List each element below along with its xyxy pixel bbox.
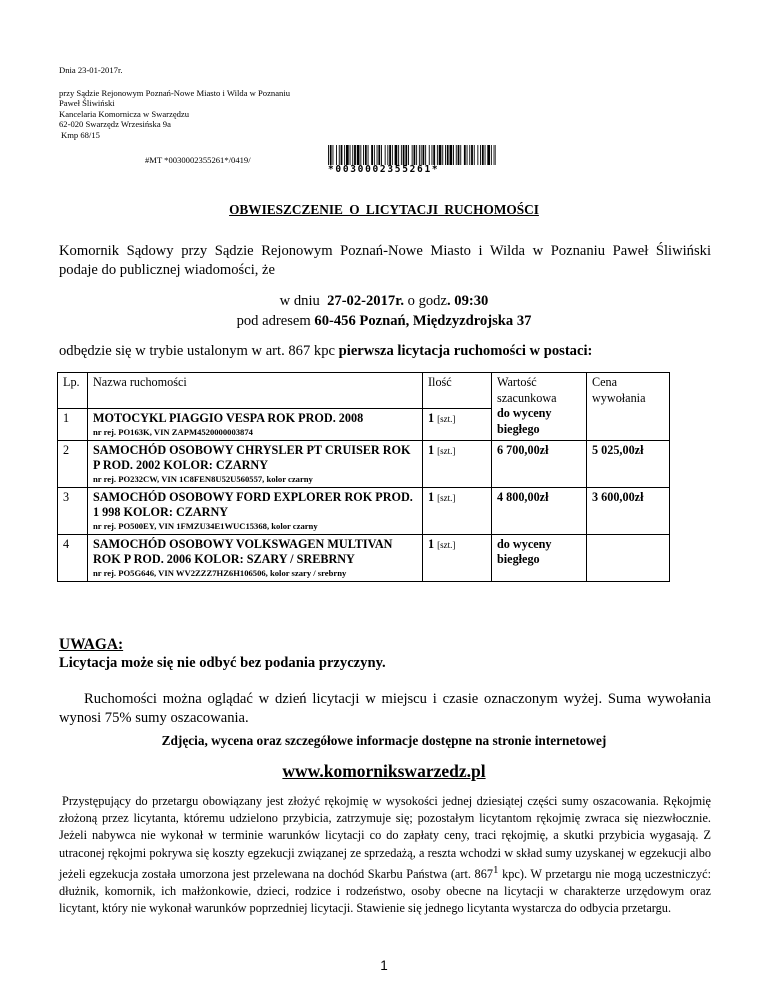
row-1-qty: 1: [428, 411, 435, 425]
row-1-name: MOTOCYKL PIAGGIO VESPA ROK PROD. 2008: [93, 411, 364, 425]
mode-bold: pierwsza licytacja ruchomości w postaci:: [338, 343, 593, 359]
mode-text: odbędzie się w trybie ustalonym w art. 867 kpc: [59, 343, 335, 359]
deposit-text-2: kpc). W przetargu nie mogą uczestniczyć: dłużnik, komornik, ich małżonkowie, dzieci, rodzice i rodzeństwo, osoby obecne na licytacji w charakterze urzędowym oraz licytant, który nie wykonał warunków poprzedniej licytacji. Stawienie się jednego licytanta wystarcza do odbycia przetargu.: [59, 866, 712, 916]
page-number: 1: [380, 958, 388, 973]
sender-office: Kancelaria Komornicza w Swarzędzu: [59, 108, 190, 119]
address-prefix: pod adresem: [236, 312, 311, 329]
auction-mode: [59, 343, 592, 360]
row-2-sub: nr rej. PO232CW, VIN 1C8FEN8U52U560557, kolor czarny: [93, 473, 313, 484]
row-4-lp: 4: [58, 534, 88, 581]
row-2-name-cell: [88, 440, 423, 487]
row-1-qty-cell: [423, 409, 492, 441]
viewing-paragraph: Ruchomości można oglądać w dzień licytacji w miejscu i czasie oznaczonym wyżej. Suma wywołania wynosi 75% sumy oszacowania.: [59, 691, 711, 726]
sender-name: Paweł Śliwiński: [59, 98, 115, 109]
sender-court: przy Sądzie Rejonowym Poznań-Nowe Miasto i Wilda w Poznaniu: [59, 88, 291, 98]
row-3-lp: 3: [58, 487, 88, 534]
auction-date-line: [0, 292, 768, 312]
row-2-unit: [szt.]: [437, 445, 456, 456]
page-title: OBWIESZCZENIE O LICYTACJI RUCHOMOŚCI: [229, 202, 539, 217]
row-4-unit: [szt.]: [437, 539, 456, 550]
row-4-name: SAMOCHÓD OSOBOWY VOLKSWAGEN MULTIVAN ROK P ROD. 2006 KOLOR: SZARY / SREBRNY: [93, 536, 393, 566]
header-qty: Ilość: [423, 373, 492, 409]
deposit-text-1: Przystępujący do przetargu obowiązany jest złożyć rękojmię w wysokości jednej dziesiątej części sumy oszacowania. Rękojmię złożoną przez licytanta, któremu udzielono przybicia, zatrzymuje się; pozostałym licytantom rękojmię zwraca się niezwłocznie. Jeżeli nabywca nie wykonał w terminie warunków licytacji co do zapłaty ceny, traci rękojmię, a skutki przybicia wygasają. Z utraconej rękojmi pokrywa się koszty egzekucji związanej ze sprzedażą, a reszta wchodzi w skład sumy uzyskanej w egzekucji albo jeżeli egzekucja została umorzona jest przelewana na dochód Skarbu Państwa (art. 867: [59, 794, 711, 881]
photos-line: Zdjęcia, wycena oraz szczegółowe informacje dostępne na stronie internetowej: [161, 733, 607, 748]
auction-time: . 09:30: [446, 293, 489, 309]
row-4-value: do wyceny biegłego: [492, 534, 587, 581]
row-4-name-cell: [88, 534, 423, 581]
auction-when: [0, 292, 768, 331]
row-1-name-cell: [88, 409, 423, 441]
notice-heading: UWAGA:: [59, 636, 124, 653]
deposit-sup: 1: [493, 863, 499, 876]
case-number: Kmp 68/15: [61, 129, 100, 140]
row-1-value: do wyceny biegłego: [497, 406, 552, 436]
row-3-qty: 1: [428, 489, 435, 504]
row-1-sub: nr rej. PO163K, VIN ZAPM4520000003874: [93, 426, 253, 437]
deposit-paragraph: [59, 793, 711, 918]
row-1-lp: 1: [58, 409, 88, 441]
sender-block: [59, 88, 290, 140]
header-lp: Lp.: [58, 373, 88, 409]
auction-address-line: [0, 312, 768, 332]
row-3-name: SAMOCHÓD OSOBOWY FORD EXPLORER ROK PROD. 1 998 KOLOR: CZARNY: [93, 489, 413, 519]
header-name: Nazwa ruchomości: [88, 373, 423, 409]
row-2-name: SAMOCHÓD OSOBOWY CHRYSLER PT CRUISER ROK P ROD. 2002 KOLOR: CZARNY: [93, 442, 411, 472]
row-4-price: [587, 534, 670, 581]
row-3-price: 3 600,00zł: [587, 487, 670, 534]
row-4-qty: 1: [428, 536, 435, 551]
barcode-label: #MT *0030002355261*/0419/: [145, 155, 251, 165]
table-row: [58, 534, 670, 581]
row-4-qty-cell: [423, 534, 492, 581]
barcode: [328, 145, 496, 175]
row-2-qty-cell: [423, 440, 492, 487]
intro: [59, 242, 711, 280]
intro-line-2: podaje do publicznej wiadomości, że: [59, 262, 275, 278]
header-value: [492, 373, 587, 441]
row-3-name-cell: [88, 487, 423, 534]
sender-address: 62-020 Swarzędz Wrzesińska 9a: [59, 119, 171, 130]
header-value-label: Wartość szacunkowa: [497, 375, 557, 405]
header-price: Cena wywołania: [587, 373, 670, 441]
barcode-number: *0030002355261*: [328, 164, 440, 175]
time-prefix: o godz: [407, 293, 447, 309]
auction-date: 27-02-2017r.: [327, 293, 404, 309]
row-2-lp: 2: [58, 440, 88, 487]
auction-address: 60-456 Poznań, Międzyzdrojska 37: [314, 312, 532, 329]
row-3-unit: [szt.]: [437, 492, 456, 503]
row-2-value: 6 700,00zł: [492, 440, 587, 487]
intro-line-1: Komornik Sądowy przy Sądzie Rejonowym Poznań-Nowe Miasto i Wilda w Poznaniu Paweł Śliwiński: [59, 243, 711, 259]
table-row: [58, 440, 670, 487]
barcode-icon: [328, 145, 496, 165]
notice-text: Licytacja może się nie odbyć bez podania przyczyny.: [59, 655, 386, 671]
table-row: [58, 487, 670, 534]
table-header-row: [58, 373, 670, 409]
row-2-qty: 1: [428, 442, 435, 457]
row-3-qty-cell: [423, 487, 492, 534]
items-table: [57, 372, 670, 582]
row-1-unit: [szt.]: [437, 414, 456, 424]
row-3-sub: nr rej. PO500EY, VIN 1FMZU34E1WUC15368, kolor czarny: [93, 520, 318, 531]
document-date: Dnia 23-01-2017r.: [59, 65, 123, 75]
row-3-value: 4 800,00zł: [492, 487, 587, 534]
row-2-price: 5 025,00zł: [587, 440, 670, 487]
row-4-sub: nr rej. PO5G646, VIN WV2ZZZ7HZ6H106506, kolor szary / srebrny: [93, 567, 347, 578]
website-link[interactable]: www.komornikswarzedz.pl: [282, 761, 486, 781]
date-prefix: w dniu: [279, 293, 320, 309]
